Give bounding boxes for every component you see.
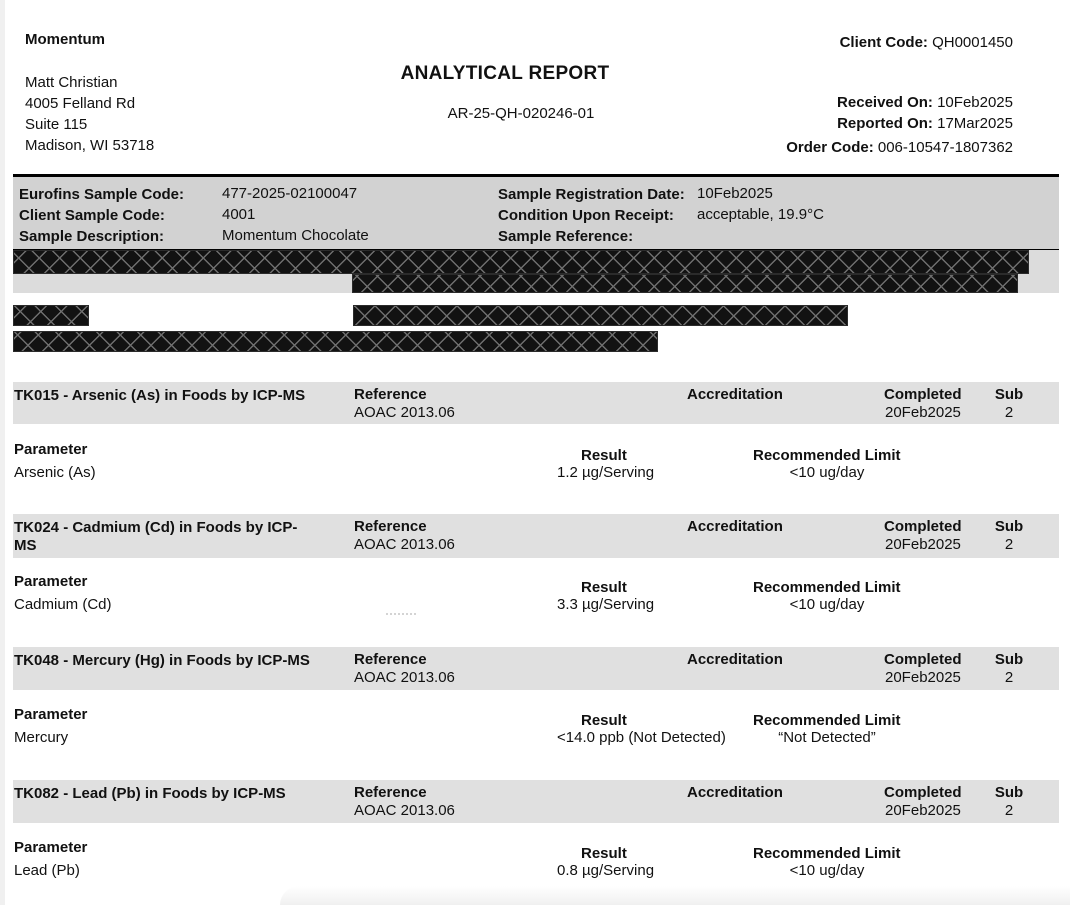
redaction-bar [13, 305, 89, 326]
sub-label: Sub [994, 386, 1024, 403]
reference-label: Reference [354, 784, 427, 801]
accreditation-label: Accreditation [687, 651, 783, 668]
recommended-limit-value: <10 ug/day [789, 862, 865, 879]
test-title: TK082 - Lead (Pb) in Foods by ICP-MS [14, 785, 286, 802]
sub-value: 2 [1004, 802, 1014, 819]
order-code-line [786, 140, 1013, 156]
result-label: Result [581, 447, 627, 464]
client-code-label: Client Code: [839, 34, 928, 51]
reference-label: Reference [354, 386, 427, 403]
parameter-value: Arsenic (As) [14, 464, 96, 481]
registration-date-value: 10Feb2025 [697, 185, 773, 202]
reported-on-line [837, 116, 1013, 132]
recipient-line: Madison, WI 53718 [25, 137, 155, 154]
completed-value: 20Feb2025 [885, 669, 961, 686]
completed-label: Completed [884, 651, 962, 668]
test-title: TK048 - Mercury (Hg) in Foods by ICP-MS [14, 652, 310, 669]
sub-label: Sub [994, 784, 1024, 801]
registration-date-label: Sample Registration Date: [498, 186, 685, 203]
completed-value: 20Feb2025 [885, 802, 961, 819]
result-label: Result [581, 845, 627, 862]
sub-value: 2 [1004, 404, 1014, 421]
completed-label: Completed [884, 784, 962, 801]
test-title: TK024 - Cadmium (Cd) in Foods by ICP-MS [14, 519, 298, 554]
reference-value: AOAC 2013.06 [354, 669, 455, 686]
condition-upon-receipt-value: acceptable, 19.9°C [697, 206, 824, 223]
recommended-limit-value: <10 ug/day [789, 464, 865, 481]
parameter-value: Cadmium (Cd) [14, 596, 112, 613]
result-value: 3.3 µg/Serving [557, 596, 655, 613]
order-code-value: 006-10547-1807362 [877, 139, 1013, 156]
reference-value: AOAC 2013.06 [354, 404, 455, 421]
redaction-bar [352, 274, 1018, 293]
received-on-label: Received On: [837, 94, 933, 111]
completed-label: Completed [884, 518, 962, 535]
recommended-limit-label: Recommended Limit [753, 579, 901, 596]
page-bottom-shadow [280, 886, 1070, 905]
result-value: <14.0 ppb (Not Detected) [557, 729, 726, 746]
sub-value: 2 [1004, 536, 1014, 553]
completed-value: 20Feb2025 [885, 404, 961, 421]
reported-on-label: Reported On: [837, 115, 933, 132]
result-label: Result [581, 712, 627, 729]
condition-upon-receipt-label: Condition Upon Receipt: [498, 207, 674, 224]
redaction-bar [13, 331, 658, 352]
recipient-line: Suite 115 [25, 116, 88, 133]
eurofins-sample-code-label: Eurofins Sample Code: [19, 186, 185, 203]
client-sample-code-label: Client Sample Code: [19, 207, 165, 224]
reported-on-value: 17Mar2025 [937, 115, 1013, 132]
redaction-bar [13, 250, 1029, 274]
result-label: Result [581, 579, 627, 596]
parameter-value: Lead (Pb) [14, 862, 80, 879]
result-value: 0.8 µg/Serving [557, 862, 655, 879]
parameter-label: Parameter [14, 839, 88, 856]
sample-description-value: Momentum Chocolate [222, 227, 369, 244]
redaction-bar [353, 305, 848, 326]
accreditation-label: Accreditation [687, 386, 783, 403]
sample-description-label: Sample Description: [19, 228, 165, 245]
received-on-value: 10Feb2025 [937, 94, 1013, 111]
result-value: 1.2 µg/Serving [557, 464, 655, 481]
test-title: TK015 - Arsenic (As) in Foods by ICP-MS [14, 387, 306, 404]
sample-info-band [13, 174, 1059, 252]
page-left-edge [0, 0, 5, 905]
sub-label: Sub [994, 651, 1024, 668]
sub-label: Sub [994, 518, 1024, 535]
accreditation-label: Accreditation [687, 518, 783, 535]
parameter-label: Parameter [14, 441, 88, 458]
reference-label: Reference [354, 651, 427, 668]
eurofins-sample-code-value: 477-2025-02100047 [222, 185, 358, 202]
sample-reference-label: Sample Reference: [498, 228, 634, 245]
completed-label: Completed [884, 386, 962, 403]
client-code-value: QH0001450 [932, 34, 1013, 51]
scan-artifact [386, 613, 416, 615]
recommended-limit-value: “Not Detected” [778, 729, 876, 746]
parameter-label: Parameter [14, 706, 88, 723]
report-id: AR-25-QH-020246-01 [447, 105, 595, 122]
parameter-label: Parameter [14, 573, 88, 590]
reference-value: AOAC 2013.06 [354, 802, 455, 819]
recipient-line: Matt Christian [25, 74, 118, 91]
recommended-limit-value: <10 ug/day [789, 596, 865, 613]
recipient-line: 4005 Felland Rd [25, 95, 136, 112]
accreditation-label: Accreditation [687, 784, 783, 801]
parameter-value: Mercury [14, 729, 69, 746]
received-on-line [837, 95, 1013, 111]
completed-value: 20Feb2025 [885, 536, 961, 553]
client-code-line [840, 35, 1013, 51]
order-code-label: Order Code: [786, 139, 874, 156]
client-sample-code-value: 4001 [222, 206, 256, 223]
recommended-limit-label: Recommended Limit [753, 845, 901, 862]
page-title: ANALYTICAL REPORT [400, 63, 610, 84]
recommended-limit-label: Recommended Limit [753, 447, 901, 464]
sub-value: 2 [1004, 669, 1014, 686]
reference-label: Reference [354, 518, 427, 535]
company-name: Momentum [25, 31, 105, 48]
recommended-limit-label: Recommended Limit [753, 712, 901, 729]
reference-value: AOAC 2013.06 [354, 536, 455, 553]
recipient-address [25, 72, 154, 156]
